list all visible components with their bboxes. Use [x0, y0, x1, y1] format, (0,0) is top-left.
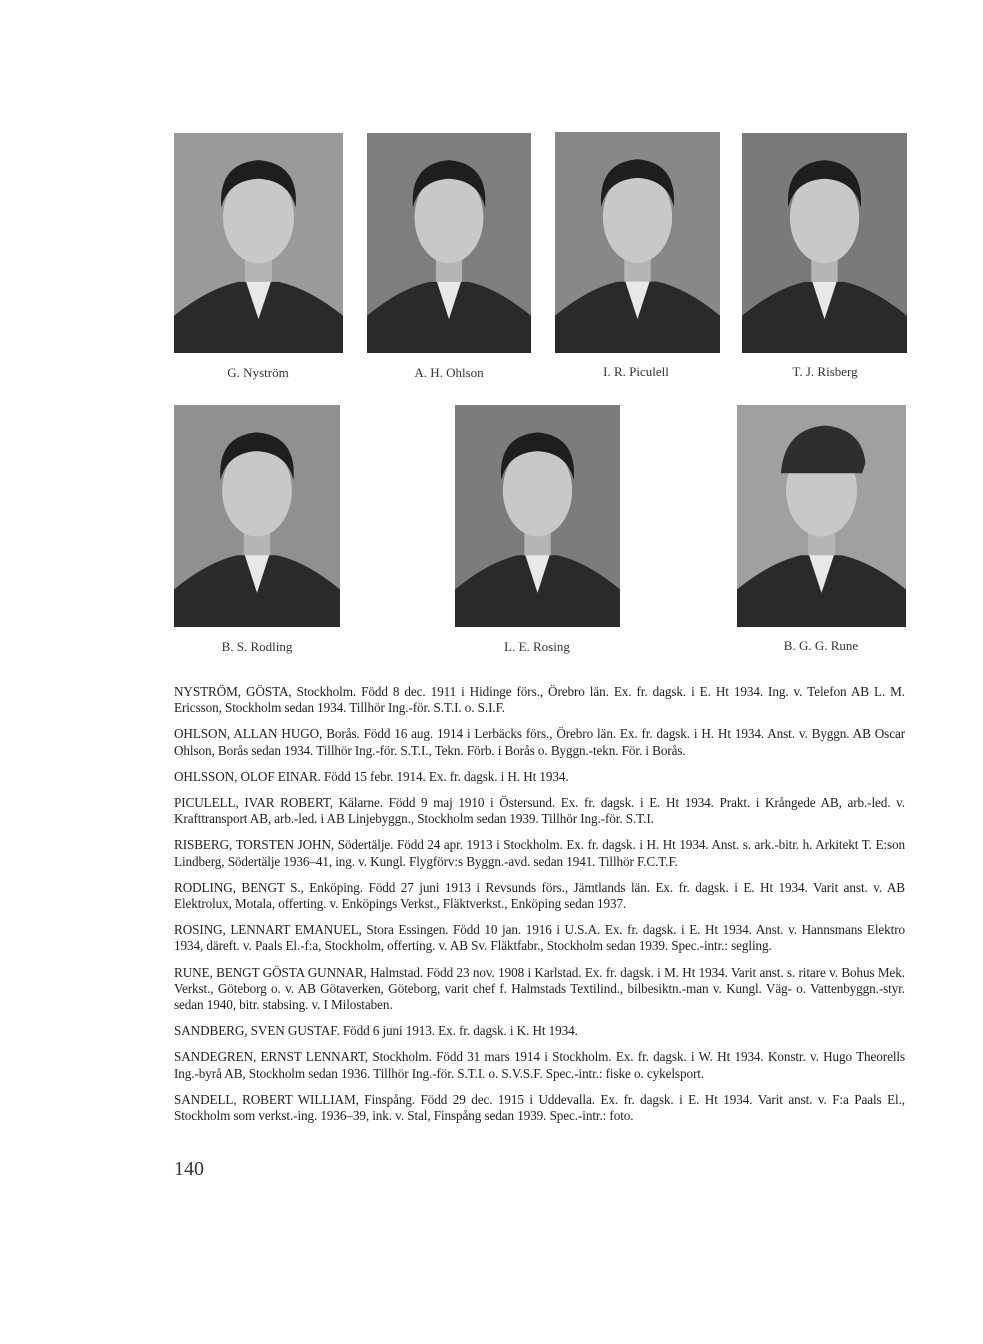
- page-number: 140: [174, 1158, 204, 1180]
- portrait-caption: T. J. Risberg: [792, 364, 858, 379]
- portrait-silhouette-icon: [174, 405, 340, 627]
- biography-entry: NYSTRÖM, GÖSTA, Stockholm. Född 8 dec. 1911 i Hidinge förs., Örebro län. Ex. fr. dagsk. i E. Ht 1934. Ing. v. Telefon AB L. M. Ericsson, Stockholm sedan 1934. Tillhör Ing.-för. S.T.I. o. S.I.F.: [174, 684, 905, 716]
- portrait-silhouette-icon: [367, 133, 531, 353]
- biography-entry: RISBERG, TORSTEN JOHN, Södertälje. Född 24 apr. 1913 i Stockholm. Ex. fr. dagsk. i H. Ht 1934. Anst. s. ark.-bitr. h. Arkitekt T. E:son Lindberg, Södertälje 1936–41, ing. v. Kungl. Flygförv:s Byggn.-avd. sedan 1941. Tillhör F.C.T.F.: [174, 837, 905, 869]
- biography-entry: SANDEGREN, ERNST LENNART, Stockholm. Född 31 mars 1914 i Stockholm. Ex. fr. dagsk. i W. Ht 1934. Konstr. v. Hugo Theorells Ing.-byrå AB, Stockholm sedan 1936. Tillhör Ing.-för. S.T.I. o. S.V.S.F. Spec.-intr.: fiske o. cykelsport.: [174, 1049, 905, 1081]
- portrait-photo-ohlson: [367, 133, 531, 353]
- portrait-silhouette-icon: [555, 132, 720, 353]
- biography-entry: RUNE, BENGT GÖSTA GUNNAR, Halmstad. Född 23 nov. 1908 i Karlstad. Ex. fr. dagsk. i M. Ht 1934. Varit anst. s. ritare v. Bohus Mek. Verkst., Göteborg o. v. AB Götaverken, Göteborg, varit chef f. Halmstads Textilind., bilbesiktn.-man v. Kungl. Väg- o. Vattenbyggn.-styr. sedan 1940, bitr. stabsing. v. I Milostaben.: [174, 964, 905, 1013]
- portrait-photo-piculell: [555, 132, 720, 353]
- biography-entry: RODLING, BENGT S., Enköping. Född 27 juni 1913 i Revsunds förs., Jämtlands län. Ex. fr. dagsk. i E. Ht 1934. Varit anst. v. AB Elektrolux, Motala, offerting. v. Enköpings Verkst., Fläktverkst., Enköping sedan 1937.: [174, 879, 905, 912]
- portrait-photo-rune: [737, 405, 906, 627]
- portrait-silhouette-icon: [455, 405, 620, 627]
- biography-entry: SANDELL, ROBERT WILLIAM, Finspång. Född 29 dec. 1915 i Uddevalla. Ex. fr. dagsk. i E. Ht 1934. Varit anst. v. F:a Paals El., Stockholm som verkst.-ing. 1936–39, ink. v. Stal, Finspång sedan 1939. Spec.-intr.: foto.: [174, 1091, 905, 1124]
- biography-entry: PICULELL, IVAR ROBERT, Kälarne. Född 9 maj 1910 i Östersund. Ex. fr. dagsk. i E. Ht 1934. Prakt. i Krångede AB, arb.-led. v. Krafttransport AB, arb.-led. i AB Linjebyggn., Stockholm sedan 1939. Tillhör Ing.-för. S.T.I.: [174, 795, 905, 827]
- biography-entry: OHLSSON, OLOF EINAR. Född 15 febr. 1914. Ex. fr. dagsk. i H. Ht 1934.: [174, 768, 569, 784]
- biography-entry: SANDBERG, SVEN GUSTAF. Född 6 juni 1913. Ex. fr. dagsk. i K. Ht 1934.: [174, 1023, 578, 1039]
- portrait-caption: I. R. Piculell: [603, 364, 669, 379]
- portrait-caption: B. G. G. Rune: [783, 638, 859, 653]
- portrait-caption: B. S. Rodling: [221, 639, 293, 654]
- portrait-caption: A. H. Ohlson: [414, 365, 484, 380]
- portrait-caption: G. Nyström: [227, 365, 289, 380]
- portrait-photo-rodling: [174, 405, 340, 627]
- portrait-photo-risberg: [742, 133, 907, 353]
- portrait-silhouette-icon: [742, 133, 907, 353]
- portrait-photo-rosing: [455, 405, 620, 627]
- portrait-silhouette-icon: [174, 133, 343, 353]
- biography-entry: ROSING, LENNART EMANUEL, Stora Essingen. Född 10 jan. 1916 i U.S.A. Ex. fr. dagsk. i E. Ht 1934. Anst. v. Hannsmans Elektro 1934, däreft. v. Paals El.-f:a, Stockholm, offerting. v. AB Sv. Fläktfabr., Stockholm sedan 1939. Spec.-intr.: segling.: [174, 922, 905, 954]
- biography-list: [174, 684, 905, 1134]
- portrait-caption: L. E. Rosing: [504, 639, 570, 654]
- portrait-silhouette-icon: [737, 405, 906, 627]
- biography-entry: OHLSON, ALLAN HUGO, Borås. Född 16 aug. 1914 i Lerbäcks förs., Örebro län. Ex. fr. dagsk. i H. Ht 1934. Anst. v. Byggn. AB Oscar Ohlson, Borås sedan 1934. Tillhör Ing.-för. S.T.I., Tekn. Förb. i Borås o. Byggn.-tekn. För. i Borås.: [174, 726, 905, 758]
- portrait-photo-nystrom: [174, 133, 343, 353]
